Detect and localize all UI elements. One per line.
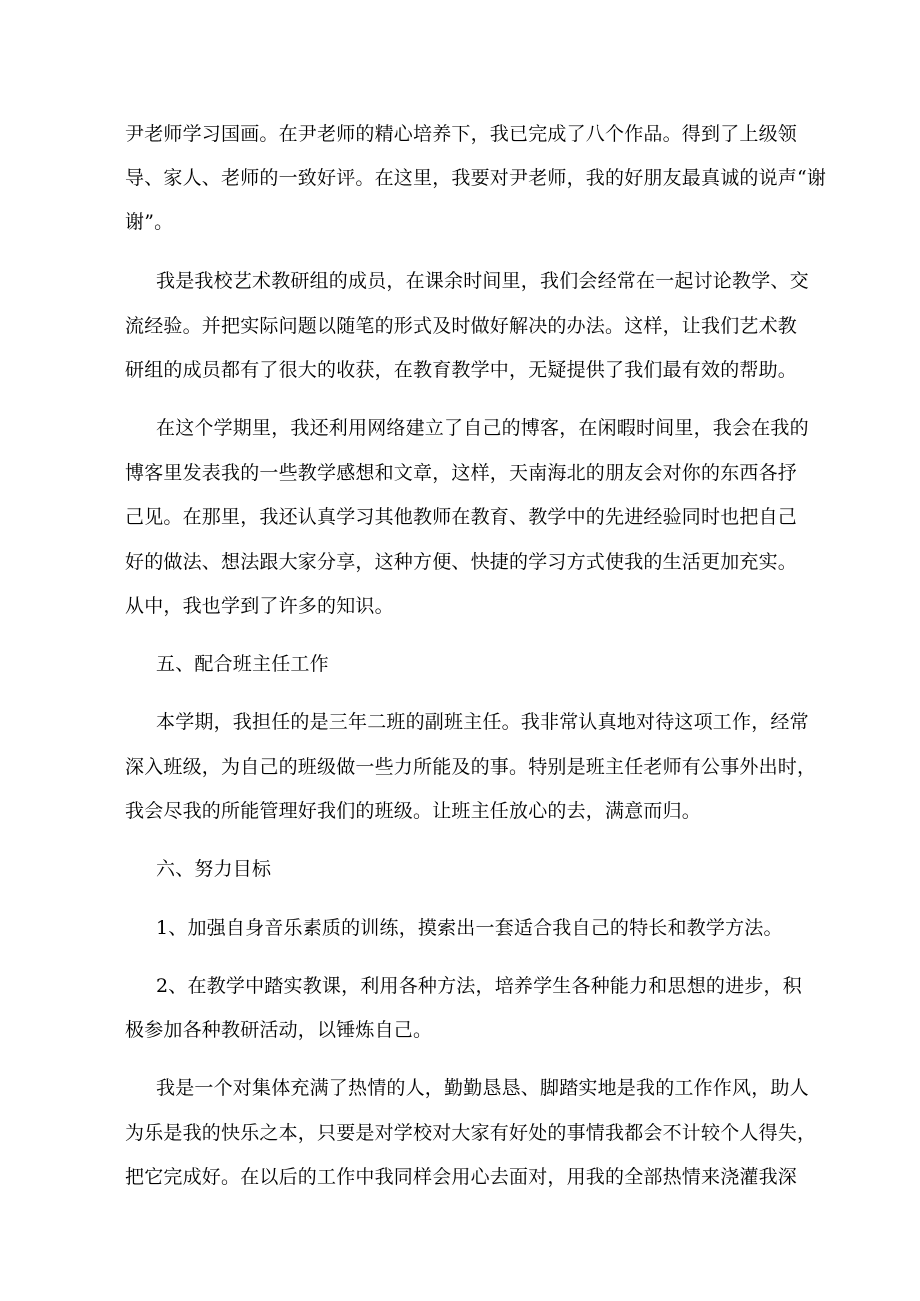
text-line: 我是一个对集体充满了热情的人，勤勤恳恳、脚踏实地是我的工作作风，助人 (156, 1077, 809, 1099)
text-line: 流经验。并把实际问题以随笔的形式及时做好解决的办法。这样，让我们艺术教 (125, 315, 798, 337)
text-line: 博客里发表我的一些教学感想和文章，这样，天南海北的朋友会对你的东西各抒 (125, 462, 798, 484)
text-line: 本学期，我担任的是三年二班的副班主任。我非常认真地对待这项工作，经常 (156, 711, 809, 733)
text-line: 在这个学期里，我还利用网络建立了自己的博客，在闲暇时间里，我会在我的 (156, 417, 809, 439)
text-line: 极参加各种教研活动，以锤炼自己。 (125, 1019, 433, 1041)
text-line: 从中，我也学到了许多的知识。 (125, 595, 394, 617)
list-item: 1、加强自身音乐素质的训练，摸索出一套适合我自己的特长和教学方法。 (156, 917, 783, 939)
text-line: 我是我校艺术教研组的成员，在课余时间里，我们会经常在一起讨论教学、交 (156, 270, 809, 292)
list-item: 2、在教学中踏实教课，利用各种方法，培养学生各种能力和思想的进步，积 (156, 975, 802, 997)
text-line: 谢”。 (125, 211, 174, 233)
text-line: 深入班级，为自己的班级做一些力所能及的事。特别是班主任老师有公事外出时， (125, 756, 817, 778)
text-line: 己见。在那里，我还认真学习其他教师在教育、教学中的先进经验同时也把自己 (125, 506, 798, 528)
text-line: 好的做法、想法跟大家分享，这种方便、快捷的学习方式使我的生活更加充实。 (125, 551, 798, 573)
text-line: 研组的成员都有了很大的收获，在教育教学中，无疑提供了我们最有效的帮助。 (125, 359, 798, 381)
text-line: 尹老师学习国画。在尹老师的精心培养下，我已完成了八个作品。得到了上级领 (125, 123, 798, 145)
text-line: 为乐是我的快乐之本，只要是对学校对大家有好处的事情我都会不计较个人得失， (125, 1122, 817, 1144)
section-heading: 六、努力目标 (156, 858, 272, 880)
text-line: 导、家人、老师的一致好评。在这里，我要对尹老师，我的好朋友最真诚的说声“谢 (125, 167, 827, 189)
text-line: 我会尽我的所能管理好我们的班级。让班主任放心的去，满意而归。 (125, 800, 702, 822)
text-line: 把它完成好。在以后的工作中我同样会用心去面对，用我的全部热情来浇灌我深 (125, 1166, 798, 1188)
section-heading: 五、配合班主任工作 (156, 653, 329, 675)
